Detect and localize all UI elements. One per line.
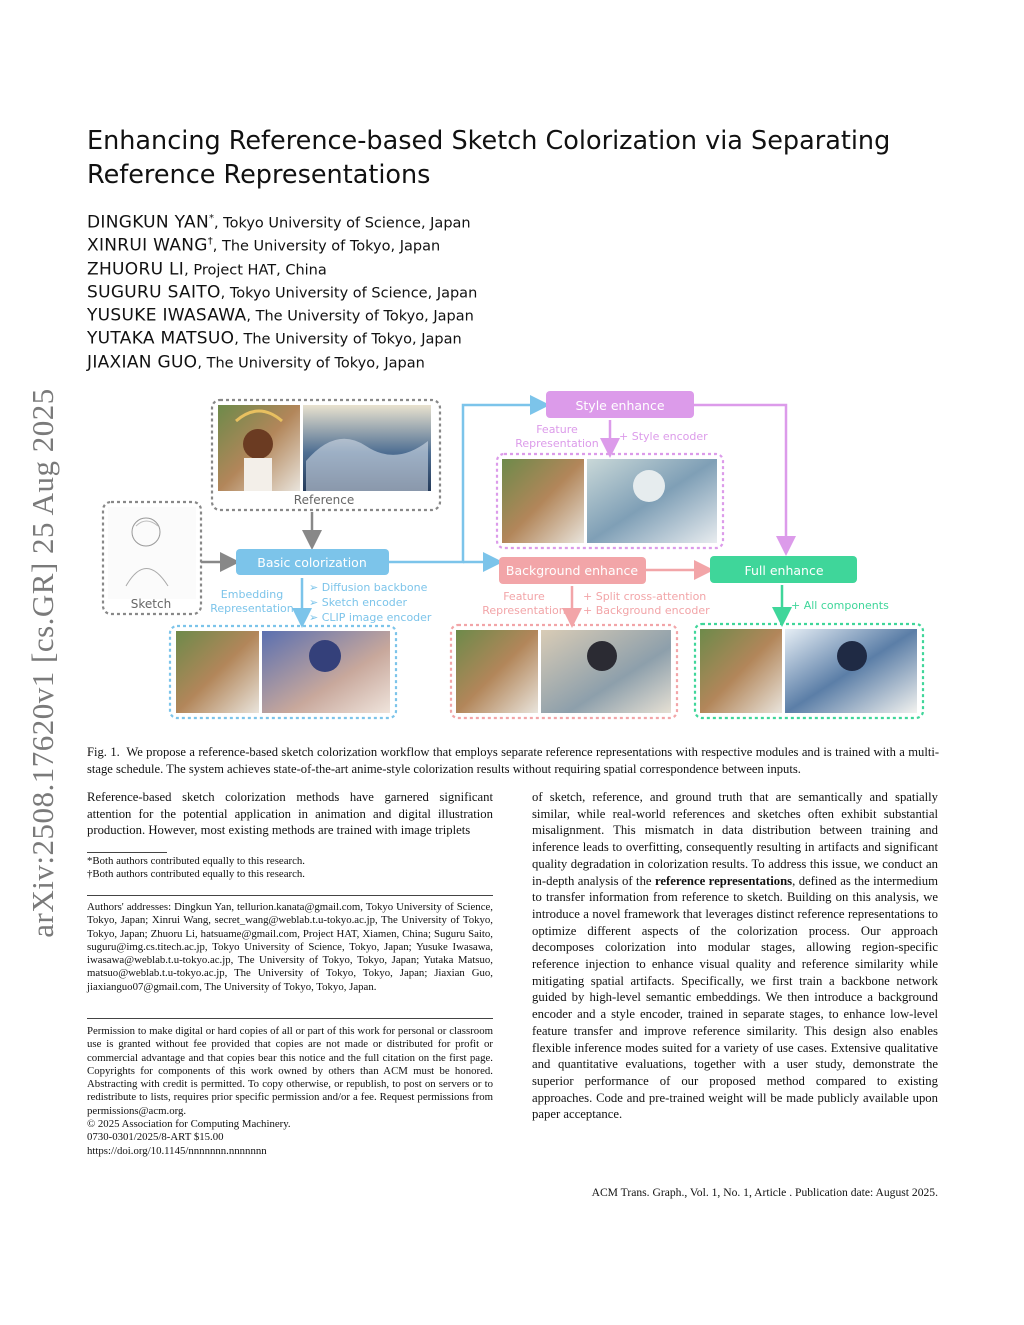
abstract-right-column — [532, 789, 938, 1123]
author-line — [87, 300, 687, 326]
figure-caption — [87, 744, 939, 778]
author-list — [87, 207, 687, 373]
figure-1 — [96, 386, 936, 726]
author-name: SUGURU SAITO — [87, 282, 221, 303]
bg-feature-2: Representation — [482, 604, 566, 617]
author-line — [87, 347, 687, 373]
style-module: + Style encoder — [619, 430, 708, 443]
bg-module-2: + Background encoder — [583, 604, 710, 617]
style-enhance-label: Style enhance — [575, 398, 665, 413]
author-name: DINGKUN YAN — [87, 212, 209, 233]
reference-label: Reference — [293, 493, 355, 507]
author-line — [87, 207, 687, 233]
abstract-left-column — [87, 789, 493, 839]
abstract-right-text-1: of sketch, reference, and ground truth that are semantically and spatially similar, while real-world references and sketches often exhibit substantial misalignment. This mismatch in data distribution between training and inference leads to overfitting, consequently resulting in artifacts and significant quality degradation in colorization results. To address this issue, we conduct an in-depth analysis of the — [532, 790, 938, 888]
arxiv-stamp-text: arXiv:2508.17620v1 [cs.GR] 25 Aug 2025 — [25, 388, 60, 938]
basic-result-reference — [176, 631, 259, 713]
permission-text: Permission to make digital or hard copies of all or part of this work for personal or classroom use is granted without fee provided that copies are not made or distributed for profit or commercial advantage and that copies bear this notice and the full citation on the first page. Copyrights for components of this work owned by others than ACM must be honored. Abstracting with credit is permitted. To copy otherwise, or republish, to post on servers or to redistribute to lists, requires prior specific permission and/or a fee. Request permissions from permissions@acm.org. — [87, 1025, 493, 1117]
style-feature-1: Feature — [536, 423, 578, 436]
abstract-right-text-2: , defined as the intermedium to transfer information from reference to sketch. Building on this analysis, we introduce a novel framework that leverages distinct reference representations to optimize different aspects of the colorization process. Our approach decomposes colorization into modular stages, allowing region-specific reference injection to enhance visual quality and reference similarity while mitigating spatial artifacts. Specifically, we first train a backbone network guided by high-level semantic embeddings. We then introduce a background encoder and a style encoder, trained in separate stages, to enhance low-level feature transfer and improve reference similarity. This design also enables flexible inference modes suited for a variety of use cases. Extensive qualitative and quantitative evaluations, together with a user study, demonstrate the superior performance of our proposed method compared to existing approaches. Code and pre-trained weight will be made publicly available upon paper acceptance. — [532, 873, 938, 1122]
equal-contribution-note — [87, 855, 493, 882]
author-name: JIAXIAN GUO — [87, 352, 198, 373]
sketch-label: Sketch — [130, 597, 172, 611]
style-result-reference — [502, 459, 584, 543]
basic-colorization-label: Basic colorization — [257, 555, 367, 570]
basic-module-1: ➢ Diffusion backbone — [309, 581, 428, 594]
bg-module-1: + Split cross-attention — [583, 590, 707, 603]
author-affiliation: , Project HAT, China — [184, 261, 327, 278]
author-mark: * — [208, 213, 214, 224]
author-name: YUTAKA MATSUO — [87, 328, 235, 349]
footnote-equal-2: †Both authors contributed equally to this research. — [87, 868, 305, 881]
author-line — [87, 254, 687, 277]
abstract-left-text: Reference-based sketch colorization methods have garnered significant attention for the potential application in animation and digital illustration production. However, most existing methods are trained with image triplets — [87, 790, 493, 838]
sketch-image — [108, 507, 196, 599]
running-footer: ACM Trans. Graph., Vol. 1, No. 1, Article . Publication date: August 2025. — [591, 1186, 938, 1199]
background-result-reference — [456, 630, 538, 713]
paper-title: Enhancing Reference-based Sketch Colorization via Separating Reference Representations — [87, 126, 891, 190]
author-name: ZHUORU LI — [87, 258, 185, 279]
addresses-divider — [87, 895, 493, 896]
full-enhance-label: Full enhance — [744, 563, 824, 578]
issn-line: 0730-0301/2025/8-ART $15.00 — [87, 1131, 224, 1144]
background-enhance-label: Background enhance — [505, 563, 639, 578]
author-name: XINRUI WANG — [87, 235, 208, 256]
bg-feature-1: Feature — [503, 590, 545, 603]
full-module: + All components — [791, 599, 889, 612]
author-affiliation: , Tokyo University of Science, Japan — [213, 215, 471, 232]
author-name: YUSUKE IWASAWA — [87, 305, 247, 326]
author-affiliation: , Tokyo University of Science, Japan — [220, 285, 478, 302]
caption-text: We propose a reference-based sketch colorization workflow that employs separate reference representations with respective modules and is trained with a multi-stage schedule. The system achieves state-of-the-art anime-style colorization results without requiring spatial correspondence between inputs. — [87, 745, 940, 776]
embedding-label-2: Representation — [210, 602, 294, 615]
permission-divider — [87, 1018, 493, 1019]
embedding-label-1: Embedding — [220, 588, 284, 601]
sketch-panel — [103, 502, 201, 614]
authors-addresses: Authors' addresses: Dingkun Yan, tellurion.kanata@gmail.com, Tokyo University of Science, Tokyo, Japan; Xinrui Wang, secret_wang@weblab.t.u-tokyo.ac.jp, The University of Tokyo, Tokyo, Japan; Zhuoru Li, hatsuame@gmail.com, Project HAT, Xiamen, China; Suguru Saito, suguru@img.cs.titech.ac.jp, Tokyo University of Science, Tokyo, Japan; Yusuke Iwasawa, iwasawa@weblab.t.u-tokyo.ac.jp, The University of Tokyo, Tokyo, Japan; Yutaka Matsuo, matsuo@weblab.t.u-tokyo.ac.jp, The University of Tokyo, Tokyo, Japan; Jiaxian Guo, jiaxianguo07@gmail.com, The University of Tokyo, Tokyo, Japan. — [87, 901, 493, 993]
author-affiliation: , The University of Tokyo, Japan — [197, 355, 425, 372]
doi-link[interactable]: https://doi.org/10.1145/nnnnnnn.nnnnnnn — [87, 1144, 267, 1157]
author-affiliation: , The University of Tokyo, Japan — [234, 331, 462, 348]
permission-block — [87, 1025, 493, 1158]
arxiv-stamp — [8, 368, 78, 958]
abstract-right-bold: reference representations — [655, 873, 793, 888]
author-mark: † — [207, 236, 213, 248]
author-affiliation: , The University of Tokyo, Japan — [246, 308, 474, 325]
footnote-divider — [87, 852, 167, 853]
basic-module-3: ➢ CLIP image encoder — [309, 611, 432, 624]
full-result-reference — [700, 629, 782, 713]
author-line — [87, 323, 687, 349]
style-feature-2: Representation — [515, 437, 599, 450]
author-line — [87, 277, 687, 303]
author-line — [87, 230, 687, 256]
workflow-diagram — [96, 386, 936, 726]
footnote-equal-1: *Both authors contributed equally to this research. — [87, 855, 305, 867]
caption-label: Fig. 1. — [87, 745, 120, 759]
author-affiliation: , The University of Tokyo, Japan — [212, 238, 441, 255]
basic-module-2: ➢ Sketch encoder — [309, 596, 408, 609]
copyright-line: © 2025 Association for Computing Machinery. — [87, 1118, 291, 1131]
reference-panel — [212, 400, 440, 510]
